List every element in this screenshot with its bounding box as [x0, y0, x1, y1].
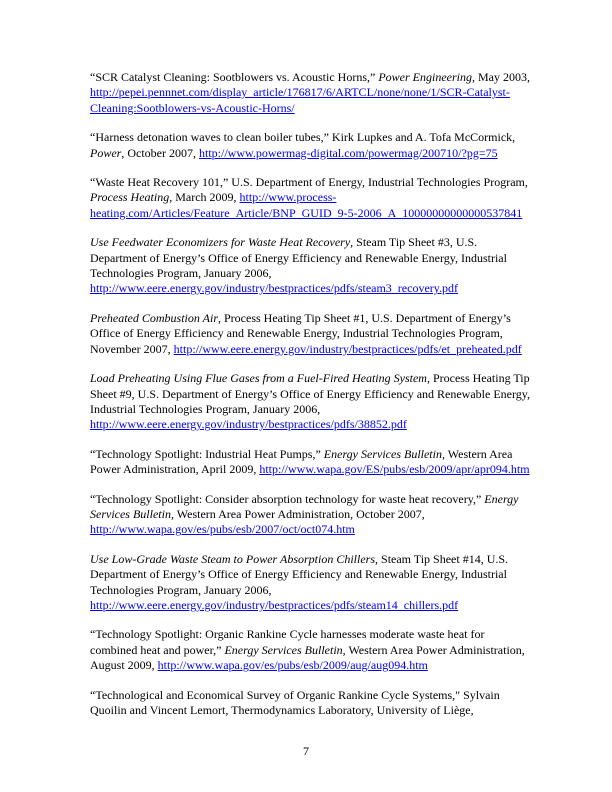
reference-title: Preheated Combustion Air: [90, 310, 218, 325]
reference-link[interactable]: http://www.wapa.gov/es/pubs/esb/2009/aug/aug094.htm: [157, 658, 428, 673]
reference-entry: [90, 492, 530, 538]
reference-entry: [90, 688, 530, 719]
reference-text: “Technology Spotlight: Consider absorption technology for waste heat recovery,”: [90, 491, 485, 506]
reference-list: [90, 70, 530, 732]
reference-text: Western Area Power Administration, April 2009,: [90, 446, 513, 477]
reference-link[interactable]: http://www.eere.energy.gov/industry/bestpractices/pdfs/38852.pdf: [90, 417, 407, 432]
reference-publication: Energy Services Bulletin,: [323, 446, 445, 461]
reference-text: Western Area Power Administration, October 2007,: [173, 506, 425, 521]
reference-text: , Steam Tip Sheet #3, U.S. Department of Energy’s Office of Energy Efficiency and Renewable Energy, Industrial Technologies Program, January 2006,: [90, 235, 507, 281]
reference-entry: [90, 130, 530, 161]
reference-link[interactable]: http://www.eere.energy.gov/industry/bestpractices/pdfs/et_preheated.pdf: [173, 341, 522, 356]
reference-link[interactable]: http://www.wapa.gov/es/pubs/esb/2007/oct/oct074.htm: [90, 522, 355, 537]
reference-publication: Power: [90, 145, 122, 160]
reference-text: “SCR Catalyst Cleaning: Sootblowers vs. Acoustic Horns,”: [90, 70, 379, 84]
reference-link[interactable]: http://www.eere.energy.gov/industry/bestpractices/pdfs/steam14_chillers.pdf: [90, 597, 459, 612]
reference-title: Use Feedwater Economizers for Waste Heat Recovery: [90, 235, 351, 250]
reference-text: “Harness detonation waves to clean boiler tubes,” Kirk Lupkes and A. Tofa McCormick,: [90, 130, 516, 145]
reference-link[interactable]: http://www.process-heating.com/Articles/Feature_Article/BNP_GUID_9-5-2006_A_10000000000000537841: [90, 190, 523, 220]
reference-link[interactable]: http://www.eere.energy.gov/industry/bestpractices/pdfs/steam3_recovery.pdf: [90, 281, 458, 296]
reference-link[interactable]: http://pepei.pennnet.com/display_article/176817/6/ARTCL/none/none/1/SCR-Catalyst-Cleaning:Sootblowers-vs-Acoustic-Horns/: [90, 85, 510, 115]
reference-text: “Waste Heat Recovery 101,” U.S. Department of Energy, Industrial Technologies Program,: [90, 175, 528, 190]
reference-entry: [90, 371, 530, 433]
reference-entry: [90, 175, 530, 221]
reference-title: Use Low-Grade Waste Steam to Power Absorption Chillers: [90, 551, 376, 566]
reference-text: “Technological and Economical Survey of Organic Rankine Cycle Systems," Sylvain Quoilin and Vincent Lemort, Thermodynamics Laboratory, University of Liège,: [90, 687, 500, 717]
reference-entry: [90, 235, 530, 297]
reference-text: “Technology Spotlight: Industrial Heat Pumps,”: [90, 446, 324, 461]
reference-text: , Steam Tip Sheet #14, U.S. Department of Energy’s Office of Energy Efficiency and Renewable Energy, Industrial Technologies Program, January 2006,: [90, 551, 509, 597]
reference-text: May 2003,: [474, 70, 530, 84]
reference-entry: [90, 311, 530, 357]
reference-entry: [90, 447, 530, 478]
reference-text: Western Area Power Administration, August 2009,: [90, 642, 525, 673]
reference-link[interactable]: http://www.wapa.gov/ES/pubs/esb/2009/apr/apr094.htm: [259, 462, 530, 477]
reference-entry: [90, 627, 530, 673]
reference-link[interactable]: http://www.powermag-digital.com/powermag/200710/?pg=75: [199, 145, 498, 160]
reference-text: , Process Heating Tip Sheet #9, U.S. Department of Energy’s Office of Energy Efficiency and Renewable Energy, Industrial Technologies Program, January 2006,: [90, 371, 530, 416]
reference-text: March 2009,: [172, 190, 240, 205]
reference-entry: [90, 552, 530, 614]
reference-text: , Process Heating Tip Sheet #1, U.S. Department of Energy’s Office of Energy Efficiency and Renewable Energy, Industrial Technologies Program, November 2007,: [90, 310, 511, 356]
reference-publication: Process Heating,: [90, 190, 173, 205]
reference-publication: Energy Services Bulletin,: [90, 491, 519, 521]
reference-title: Load Preheating Using Flue Gases from a Fuel-Fired Heating System: [90, 371, 427, 386]
reference-publication: Power Engineering,: [378, 70, 475, 84]
reference-publication: Energy Services Bulletin,: [224, 642, 346, 657]
page-number: 7: [303, 744, 309, 758]
reference-text: “Technology Spotlight: Organic Rankine Cycle harnesses moderate waste heat for combined heat and power,”: [90, 627, 485, 657]
reference-text: , October 2007,: [121, 145, 199, 160]
reference-entry: [90, 70, 530, 116]
